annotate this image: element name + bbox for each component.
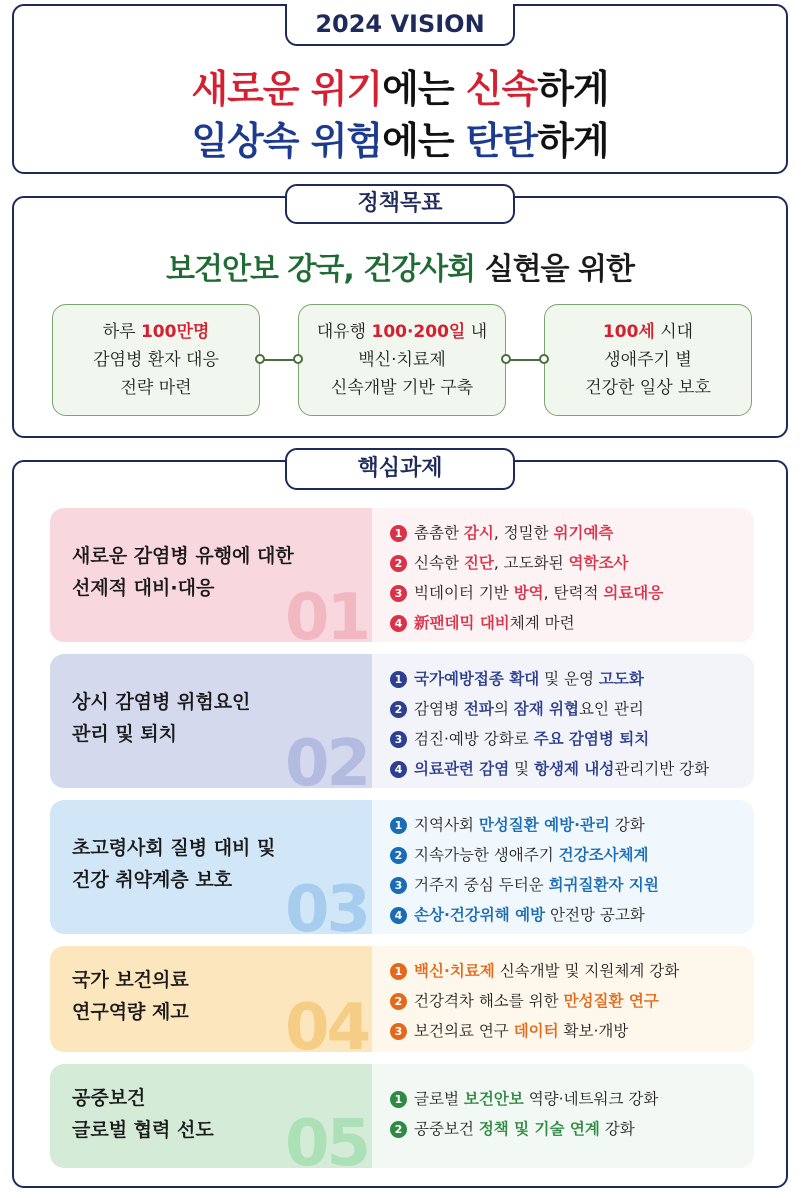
item-text: 요인 관리 [579,700,644,718]
task-title: 글로벌 협력 선도 [72,1119,214,1141]
item-text: 의 [493,700,514,718]
task-item-list [390,664,709,784]
task-item [390,986,679,1016]
connector-dot [501,354,511,364]
task-title: 선제적 대비·대응 [72,577,215,599]
number-badge: 4 [390,761,407,778]
highlight-text: 방역 [513,584,544,602]
connector-dot [255,354,265,364]
task-item-text [414,694,644,724]
item-text: , 탄력적 [543,584,604,602]
task-title: 국가 보건의료 [72,969,189,991]
highlight-text: 잠재 위협 [513,700,580,718]
task-title: 새로운 감염병 유행에 대한 [72,545,294,567]
highlight-text: 新팬데믹 대비 [414,614,510,632]
number-badge: 1 [390,817,407,834]
task-item [390,518,663,548]
number-badge: 1 [390,1091,407,1108]
core-tasks-panel [12,456,788,1188]
task-item-text [414,900,645,930]
item-text: 글로벌 [414,1090,464,1108]
item-text: 강화 [599,1120,635,1138]
item-text: 역량·네트워크 강화 [523,1090,659,1108]
item-text: 신속개발 및 지원체계 강화 [494,962,680,980]
task-item [390,956,679,986]
core-tasks-tab: 핵심과제 [285,448,515,490]
item-text: 거주지 중심 두터운 [414,876,549,894]
number-badge: 4 [390,907,407,924]
task-item-list [390,1084,658,1144]
task-item-text [414,518,613,548]
task-item-text [414,810,645,840]
item-text: 공중보건 [414,1120,479,1138]
task-card-04 [50,946,754,1052]
policy-panel [12,191,788,438]
policy-heading: 보건안보 강국, 건강사회 실현을 위한 [166,252,634,287]
task-item [390,664,709,694]
task-item-text [414,1016,628,1046]
task-item-text [414,870,659,900]
task-item [390,608,663,638]
task-item [390,840,659,870]
item-text: , 정밀한 [493,524,554,542]
item-text: 빅데이터 기반 [414,584,514,602]
task-card-01 [50,508,754,642]
vision-panel [12,4,788,174]
goal-card-2: 대유행 100·200일 내 백신·치료제 신속개발 기반 구축 [298,304,506,416]
highlight-text: 위기예측 [553,524,614,542]
goal-card-1: 하루 100만명 감염병 환자 대응 전략 마련 [52,304,260,416]
highlight-text: 항생제 내성 [534,760,615,778]
item-text: 촘촘한 [414,524,464,542]
task-title: 건강 취약계층 보호 [72,869,233,891]
task-item [390,724,709,754]
item-text: 및 [509,760,535,778]
task-item-text [414,754,709,784]
highlight-text: 만성질환 예방·관리 [478,816,610,834]
task-item [390,870,659,900]
policy-tab: 정책목표 [285,184,515,224]
connector-dot [293,354,303,364]
highlight-text: 고도화 [598,670,644,688]
number-badge: 1 [390,671,407,688]
task-item-text [414,1114,635,1144]
number-badge: 3 [390,1023,407,1040]
number-badge: 3 [390,731,407,748]
task-title: 초고령사회 질병 대비 및 [72,837,276,859]
highlight-text: 주요 감염병 퇴치 [533,730,650,748]
item-text: 안전망 공고화 [545,906,645,924]
highlight-text: 희귀질환자 지원 [548,876,659,894]
number-badge: 2 [390,847,407,864]
task-item [390,578,663,608]
task-title: 관리 및 퇴치 [72,723,177,745]
item-text: 검진·예방 강화로 [414,730,534,748]
task-item-text [414,956,679,986]
task-number: 05 [284,1107,368,1168]
highlight-text: 전파 [463,700,494,718]
task-item-text [414,840,648,870]
highlight-text: 손상·건강위해 예방 [414,906,546,924]
goal-card-3: 100세 시대 생애주기 별 건강한 일상 보호 [544,304,752,416]
item-text: 확보·개방 [558,1022,629,1040]
task-number: 01 [284,581,368,642]
task-item [390,694,709,724]
connector-dot [539,354,549,364]
highlight-text: 의료관련 감염 [414,760,510,778]
number-badge: 2 [390,1121,407,1138]
highlight-text: 의료대응 [603,584,664,602]
highlight-text: 역학조사 [568,554,629,572]
highlight-text: 데이터 [513,1022,559,1040]
item-text: 건강격차 해소를 위한 [414,992,564,1010]
number-badge: 2 [390,701,407,718]
item-text: , 고도화된 [493,554,569,572]
task-title: 상시 감염병 위험요인 [72,691,251,713]
task-item-list [390,810,659,930]
task-item-text [414,578,663,608]
vision-line-2: 일상속 위험에는 탄탄하게 [191,119,609,163]
task-item-text [414,548,628,578]
highlight-text: 만성질환 연구 [563,992,659,1010]
task-card-05 [50,1064,754,1168]
task-item [390,810,659,840]
task-item-text [414,608,575,638]
task-item [390,1114,658,1144]
task-item [390,548,663,578]
number-badge: 3 [390,585,407,602]
task-title: 연구역량 제고 [72,1001,189,1023]
task-item [390,754,709,784]
vision-line-1: 새로운 위기에는 신속하게 [191,67,609,111]
task-item [390,900,659,930]
number-badge: 1 [390,963,407,980]
task-title: 공중보건 [72,1087,146,1109]
item-text: 보건의료 연구 [414,1022,514,1040]
vision-tab: 2024 VISION [285,4,515,46]
task-number: 02 [284,727,368,788]
highlight-text: 백신·치료제 [414,962,495,980]
highlight-text: 정책 및 기술 연계 [478,1120,600,1138]
number-badge: 2 [390,993,407,1010]
task-item-list [390,518,663,638]
task-item-text [414,724,649,754]
number-badge: 4 [390,615,407,632]
number-badge: 2 [390,555,407,572]
item-text: 지역사회 [414,816,479,834]
task-item-text [414,664,644,694]
task-item [390,1084,658,1114]
task-item [390,1016,679,1046]
task-item-text [414,986,659,1016]
highlight-text: 국가예방접종 확대 [414,670,540,688]
item-text: 및 운영 [539,670,599,688]
task-card-02 [50,654,754,788]
item-text: 체계 마련 [509,614,575,632]
item-text: 강화 [609,816,645,834]
task-card-03 [50,800,754,934]
item-text: 신속한 [414,554,464,572]
task-item-list [390,956,679,1046]
task-item-text [414,1084,658,1114]
task-number: 04 [284,991,368,1052]
item-text: 관리기반 강화 [614,760,710,778]
highlight-text: 건강조사체계 [558,846,649,864]
item-text: 지속가능한 생애주기 [414,846,559,864]
task-number: 03 [284,873,368,934]
number-badge: 3 [390,877,407,894]
highlight-text: 진단 [463,554,494,572]
highlight-text: 감시 [463,524,494,542]
highlight-text: 보건안보 [463,1090,524,1108]
item-text: 감염병 [414,700,464,718]
number-badge: 1 [390,525,407,542]
